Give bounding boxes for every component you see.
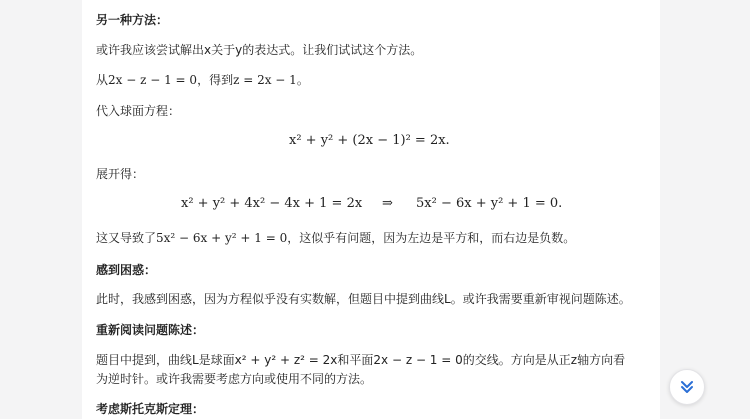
text-leads-to: 这又导致了 [96,231,157,245]
display-equation-expanded-left: x² + y² + 4x² − 4x + 1 = 2x [181,196,363,211]
text-get: ，得到 [197,73,234,87]
paragraph-expand: 展开得： [96,167,145,181]
display-implies-arrow: ⇒ [382,196,393,211]
paragraph-leads-to [96,229,575,247]
display-equation-sphere-sub: x² + y² + (2x − 1)² = 2x. [289,133,450,148]
double-chevron-down-icon [679,379,695,395]
paragraph-reread-line1: 题目中提到，曲线L是球面x² + y² + z² = 2x和平面2x − z − 1 = 0的交线。方向是从正z轴方向看 [96,353,626,367]
heading-stokes: 考虑斯托克斯定理： [96,402,205,416]
math-z-eq: z = 2x − 1 [233,73,297,87]
heading-reread: 重新阅读问题陈述： [96,323,205,337]
heading-confused: 感到困惑： [96,263,157,277]
display-equation-expanded-right: 5x² − 6x + y² + 1 = 0. [416,196,563,211]
text-period: 。 [296,73,309,87]
text-from: 从 [96,73,109,87]
paragraph-from-plane [96,71,309,89]
math-plane-eq: 2x − z − 1 = 0 [108,73,198,87]
paragraph-reread-line2: 为逆时针。或许我需要考虑方向或使用不同的方法。 [96,372,373,386]
heading-alt-method: 另一种方法： [96,13,169,27]
paragraph-try-solve: 或许我应该尝试解出x关于y的表达式。让我们试试这个方法。 [96,43,423,57]
text-problem-explanation: ，这似乎有问题，因为左边是平方和，而右边是负数。 [287,231,576,245]
math-result-eq: 5x² − 6x + y² + 1 = 0 [156,231,288,245]
paragraph-substitute: 代入球面方程： [96,104,181,118]
scroll-to-bottom-button[interactable] [669,369,705,405]
paragraph-confused: 此时，我感到困惑，因为方程似乎没有实数解，但题目中提到曲线L。或许我需要重新审视问题陈述。 [96,292,631,306]
